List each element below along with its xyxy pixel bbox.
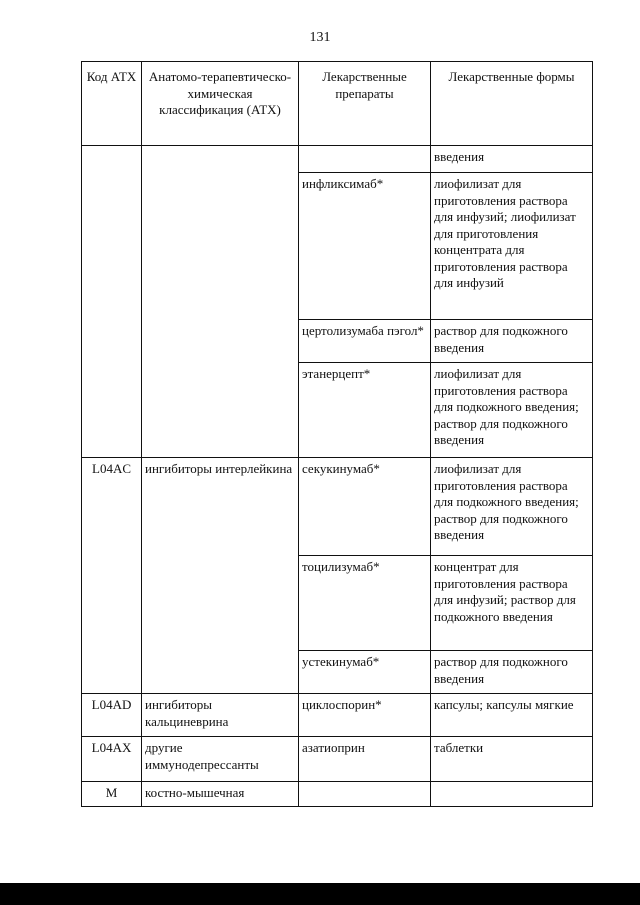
cell-drug: азатиоприн — [299, 737, 431, 782]
cell-class: ингибиторы интерлейкина — [142, 458, 299, 694]
cell-form: лиофилизат для приготовления раствора для инфузий; лиофилизат для приготовления концентрата для приготовления раствора для инфузий — [431, 173, 593, 320]
table-row — [82, 458, 593, 556]
cell-code: L04AD — [82, 694, 142, 737]
scan-edge-bar — [0, 883, 640, 905]
table-header-row — [82, 62, 593, 146]
cell-form: капсулы; капсулы мягкие — [431, 694, 593, 737]
cell-drug: цертолизумаба пэгол* — [299, 320, 431, 363]
header-drugs: Лекарственные препараты — [299, 62, 431, 146]
cell-form: лиофилизат для приготовления раствора для подкожного введения; раствор для подкожного введения — [431, 363, 593, 458]
cell-class: костно-мышечная — [142, 782, 299, 807]
cell-drug — [299, 782, 431, 807]
cell-code: M — [82, 782, 142, 807]
table-row — [82, 694, 593, 737]
header-classification: Анатомо-терапевтическо-химическая классификация (АТХ) — [142, 62, 299, 146]
atx-table — [81, 61, 593, 807]
table-row — [82, 737, 593, 782]
cell-code: L04AC — [82, 458, 142, 694]
cell-code: L04AX — [82, 737, 142, 782]
cell-drug: устекинумаб* — [299, 651, 431, 694]
cell-drug — [299, 146, 431, 173]
cell-drug: тоцилизумаб* — [299, 556, 431, 651]
page-number: 131 — [309, 30, 331, 45]
cell-form: концентрат для приготовления раствора для инфузий; раствор для подкожного введения — [431, 556, 593, 651]
cell-form: таблетки — [431, 737, 593, 782]
header-code: Код АТХ — [82, 62, 142, 146]
cell-drug: инфликсимаб* — [299, 173, 431, 320]
cell-class — [142, 146, 299, 458]
cell-form: раствор для подкожного введения — [431, 651, 593, 694]
cell-code — [82, 146, 142, 458]
cell-drug: циклоспорин* — [299, 694, 431, 737]
cell-drug: секукинумаб* — [299, 458, 431, 556]
table-row — [82, 146, 593, 173]
cell-form: лиофилизат для приготовления раствора для подкожного введения; раствор для подкожного введения — [431, 458, 593, 556]
table-row — [82, 782, 593, 807]
cell-class: другие иммунодепрессанты — [142, 737, 299, 782]
cell-form — [431, 782, 593, 807]
cell-form: раствор для подкожного введения — [431, 320, 593, 363]
cell-class: ингибиторы кальциневрина — [142, 694, 299, 737]
cell-form: введения — [431, 146, 593, 173]
cell-drug: этанерцепт* — [299, 363, 431, 458]
header-forms: Лекарственные формы — [431, 62, 593, 146]
